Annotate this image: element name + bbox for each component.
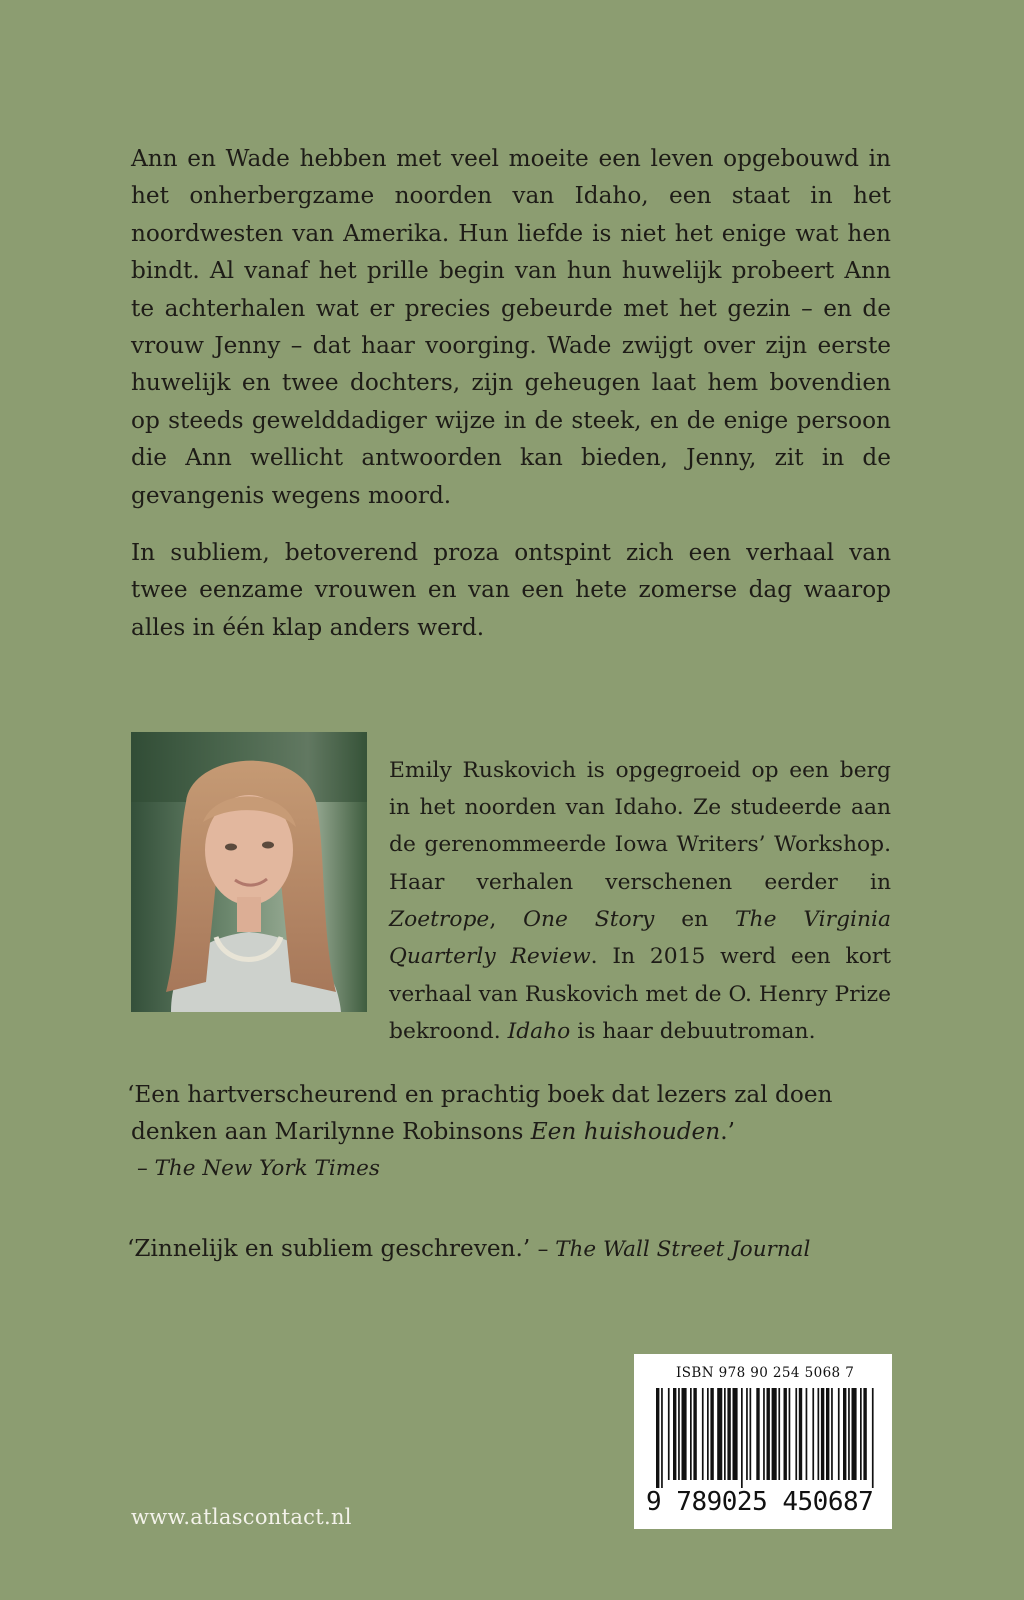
quote-line <box>127 1118 735 1145</box>
barcode-bar <box>795 1388 797 1480</box>
barcode-bar <box>831 1388 833 1480</box>
barcode-bar <box>707 1388 709 1480</box>
isbn-label: ISBN 978 90 254 5068 7 <box>676 1365 855 1381</box>
barcode-bar <box>746 1388 748 1480</box>
barcode-bar <box>778 1388 780 1480</box>
barcode-bar <box>860 1388 862 1480</box>
quote-text: ‘Zinnelijk en subliem geschreven.’ <box>127 1235 538 1262</box>
barcode-bar <box>806 1388 808 1480</box>
quote-source-name: The Wall Street Journal <box>555 1237 811 1262</box>
barcode-bar <box>741 1388 743 1488</box>
book-description <box>131 140 891 646</box>
review-quote-nyt <box>127 1076 917 1187</box>
quote-source <box>127 1150 917 1187</box>
barcode-bar <box>818 1388 820 1480</box>
quote-line: ‘Een hartverscheurend en prachtig boek dat lezers zal doen <box>127 1081 833 1108</box>
bio-separator: , <box>489 906 524 932</box>
barcode-bar <box>678 1388 680 1480</box>
barcode-bar <box>750 1388 752 1480</box>
quote-source-name: The New York Times <box>154 1156 380 1181</box>
barcode-bar <box>682 1388 687 1480</box>
quote-source <box>538 1237 811 1262</box>
publisher-website-link[interactable]: www.atlascontact.nl <box>131 1505 352 1529</box>
barcode-bar <box>826 1388 829 1480</box>
barcode-bar <box>661 1388 663 1488</box>
bio-title-virginia-quarterly: The Virginia Quarterly Review <box>389 906 892 970</box>
barcode-bar <box>863 1388 866 1480</box>
barcode-bar <box>789 1388 791 1480</box>
author-photo <box>131 732 367 1012</box>
bio-title-idaho: Idaho <box>507 1018 571 1044</box>
quote-text: denken aan Marilynne Robinsons <box>131 1118 531 1145</box>
barcode-bar <box>872 1388 874 1488</box>
author-section <box>131 730 892 1044</box>
barcode-bars <box>644 1388 882 1488</box>
barcode-bar <box>843 1388 846 1480</box>
barcode-bar <box>838 1388 840 1480</box>
quote-dash: – <box>137 1156 155 1181</box>
author-bio <box>389 752 891 1050</box>
barcode-bar <box>852 1388 857 1480</box>
barcode-bar <box>656 1388 659 1488</box>
author-portrait-illustration <box>131 732 367 1012</box>
barcode-bar <box>717 1388 722 1480</box>
review-quote-wsj <box>127 1230 927 1268</box>
quote-end: .’ <box>720 1118 735 1145</box>
description-paragraph-2: In subliem, betoverend proza ontspint zich een verhaal van twee eenzame vrouwen en van een hete zomerse dag waarop alles in één klap anders werd. <box>131 539 891 641</box>
barcode-bar <box>710 1388 713 1480</box>
barcode-bar <box>812 1388 814 1480</box>
bio-text: . In 2015 werd een kort verhaal van Ruskovich met de O. Henry Prize bekroond. <box>389 944 891 1044</box>
barcode-bar <box>733 1388 738 1480</box>
barcode-bar <box>821 1388 824 1480</box>
isbn-barcode <box>634 1354 892 1529</box>
barcode-bar <box>767 1388 770 1480</box>
isbn-digits: 9 789025 450687 <box>646 1487 874 1517</box>
barcode-bar <box>772 1388 777 1480</box>
barcode-bar <box>799 1388 802 1480</box>
barcode-bar <box>668 1388 670 1480</box>
barcode-bar <box>763 1388 765 1480</box>
barcode-bar <box>693 1388 696 1480</box>
bio-title-zoetrope: Zoetrope <box>389 906 490 932</box>
barcode-bar <box>756 1388 759 1480</box>
description-paragraph-1: Ann en Wade hebben met veel moeite een leven opgebouwd in het onherbergzame noorden van Idaho, een staat in het noordwesten van Amerika. Hun liefde is niet het enige wat hen bindt. Al vanaf het prille begin van hun huwelijk probeert Ann te achterhalen wat er precies gebeurde met het gezin – en de vrouw Jenny – dat haar voorging. Wade zwijgt over zijn eerste huwelijk en twee dochters, zijn geheugen laat hem bovendien op steeds gewelddadiger wijze in de steek, en de enige persoon die Ann wellicht antwoorden kan bieden, Jenny, zit in de gevangenis wegens moord. <box>131 145 891 509</box>
barcode-bar <box>784 1388 787 1480</box>
barcode-bar <box>702 1388 704 1480</box>
bio-separator: en <box>654 906 735 932</box>
bio-text: is haar debuutroman. <box>570 1018 816 1044</box>
quote-book-title: Een huishouden <box>530 1118 721 1145</box>
bio-title-one-story: One Story <box>523 906 655 932</box>
barcode-bar <box>848 1388 850 1480</box>
barcode-bar <box>724 1388 726 1480</box>
barcode-bar <box>727 1388 730 1480</box>
quote-dash: – <box>537 1237 556 1262</box>
bio-text: Emily Ruskovich is opgegroeid op een berg in het noorden van Idaho. Ze studeerde aan de gerenommeerde Iowa Writers’ Workshop. Haar verhalen verschenen eerder in <box>389 757 891 895</box>
barcode-bar <box>690 1388 692 1480</box>
barcode-bar <box>673 1388 676 1480</box>
